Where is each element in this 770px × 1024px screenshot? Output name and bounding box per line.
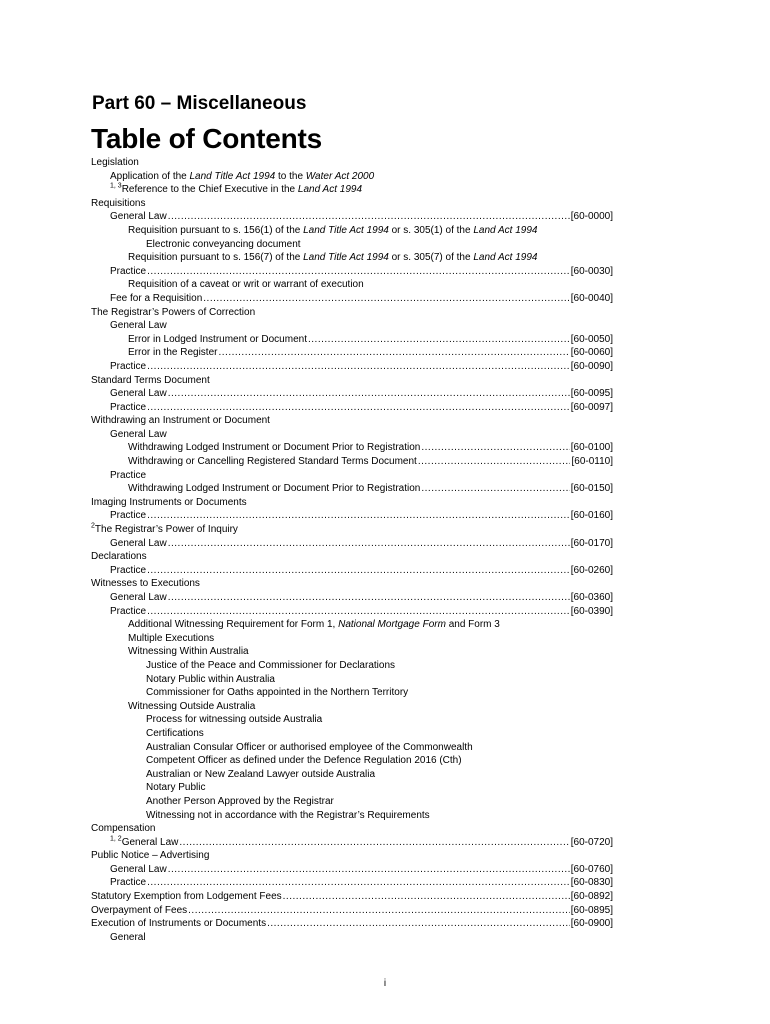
toc-entry-title [146, 659, 395, 673]
toc-entry-text: Error in Lodged Instrument or Document [128, 333, 307, 345]
toc-entry-footnote-marker: 1, 2 [110, 835, 122, 843]
toc-entry-text: Land Act 1994 [473, 224, 538, 236]
toc-entry [91, 741, 613, 755]
toc-entry-text: Land Act 1994 [297, 184, 363, 196]
toc-entry-title [91, 890, 282, 904]
toc-entry [91, 659, 613, 673]
toc-entry-text: and Form 3 [445, 619, 500, 631]
toc-entry-title [128, 346, 217, 360]
dot-leader [188, 904, 570, 918]
dot-leader [418, 455, 571, 469]
toc-entry-reference: [60-0360] [570, 592, 613, 603]
toc-entry [91, 238, 613, 252]
toc-entry-title [110, 183, 362, 197]
toc-entry-reference: [60-0100] [570, 442, 613, 454]
toc-entry [91, 809, 613, 823]
toc-entry-reference: [60-0900] [570, 918, 613, 930]
toc-entry-reference: [60-0030] [570, 265, 613, 277]
dot-leader [421, 482, 569, 496]
toc-entry-title [91, 156, 139, 170]
dot-leader [147, 265, 570, 279]
toc-entry-text: General Law [110, 592, 167, 603]
toc-entry-title [91, 306, 255, 320]
toc-entry-title [146, 754, 462, 768]
toc-entry-title [146, 727, 204, 741]
toc-entry [91, 469, 613, 483]
dot-leader [168, 210, 570, 224]
toc-entry-title [91, 550, 147, 564]
toc-entry-text: Requisition of a caveat or writ or warrant of execution [128, 279, 364, 291]
toc-entry-title [128, 278, 364, 292]
toc-entry-reference: [60-0892] [570, 891, 613, 903]
toc-entry-text: Withdrawing Lodged Instrument or Document Prior to Registration [128, 483, 421, 495]
toc-entry-text: Land Title Act 1994 [303, 252, 389, 264]
toc-entry-title [110, 537, 167, 551]
toc-entry [91, 700, 613, 714]
toc-entry-text: Another Person Approved by the Registrar [146, 795, 334, 807]
toc-entry-title [128, 333, 307, 347]
toc-entry [91, 550, 613, 564]
dot-leader [421, 441, 569, 455]
toc-entry-text: General Law [110, 320, 167, 332]
toc-entry-text: National Mortgage Form [338, 619, 446, 631]
toc-entry-text: or s. 305(7) of the [388, 252, 474, 264]
toc-entry [91, 836, 613, 850]
toc-entry [91, 482, 613, 496]
toc-entry-reference: [60-0097] [570, 401, 613, 413]
toc-entry [91, 183, 613, 197]
toc-entry [91, 890, 613, 904]
toc-entry-title [91, 904, 187, 918]
toc-entry [91, 917, 613, 931]
toc-entry [91, 686, 613, 700]
toc-entry-title [128, 632, 214, 646]
toc-entry-text: Overpayment of Fees [91, 904, 188, 916]
toc-entry [91, 781, 613, 795]
toc-entry [91, 713, 613, 727]
toc-entry-reference: [60-0390] [570, 605, 613, 617]
toc-entry [91, 374, 613, 388]
toc-entry [91, 224, 613, 238]
toc-entry-title [110, 876, 146, 890]
toc-entry-reference: [60-0260] [570, 564, 613, 576]
toc-entry-text: Practice [110, 401, 147, 413]
toc-entry-text: Public Notice – Advertising [91, 850, 210, 862]
toc-entry-reference: [60-0895] [570, 904, 613, 916]
toc-entry-title [110, 265, 146, 279]
toc-entry-title [91, 496, 247, 510]
toc-entry [91, 455, 613, 469]
dot-leader [267, 917, 570, 931]
toc-entry-text: Fee for a Requisition [110, 292, 203, 304]
toc-entry-text: Australian or New Zealand Lawyer outside Australia [146, 768, 376, 780]
dot-leader [147, 876, 570, 890]
toc-entry-text: General Law [121, 836, 179, 848]
toc-entry-reference: [60-0050] [570, 333, 613, 345]
toc-entry-text: The Registrar’s Power of Inquiry [94, 524, 238, 536]
toc-entry-reference: [60-0000] [570, 211, 613, 223]
toc-entry [91, 564, 613, 578]
toc-title: Table of Contents [91, 123, 322, 154]
toc-entry-text: Requisitions [91, 197, 146, 209]
toc-entry-reference: [60-0110] [571, 456, 613, 468]
toc-entry-text: Practice [110, 877, 147, 889]
toc-entry-title [110, 360, 146, 374]
toc-entry-text: Error in the Register [128, 347, 218, 359]
toc-entry [91, 931, 613, 945]
toc-entry-text: Practice [110, 510, 147, 522]
toc-entry-text: Witnessing not in accordance with the Registrar’s Requirements [146, 809, 430, 821]
dot-leader [168, 387, 570, 401]
toc-entry [91, 210, 613, 224]
toc-entry [91, 509, 613, 523]
dot-leader [308, 333, 570, 347]
toc-entry-reference: [60-0090] [570, 360, 613, 372]
dot-leader [147, 509, 570, 523]
toc-entry-title [128, 455, 417, 469]
toc-entry [91, 618, 613, 632]
toc-entry [91, 292, 613, 306]
toc-entry [91, 428, 613, 442]
toc-entry [91, 727, 613, 741]
toc-entry-title [110, 931, 146, 945]
toc-entry [91, 577, 613, 591]
toc-entry-text: Competent Officer as defined under the Defence Regulation 2016 (Cth) [146, 755, 462, 767]
table-of-contents [91, 156, 613, 944]
toc-entry [91, 306, 613, 320]
toc-entry-text: Water Act 2000 [305, 170, 375, 182]
toc-entry [91, 754, 613, 768]
toc-entry-reference: [60-0150] [570, 483, 613, 495]
toc-entry-title [110, 401, 146, 415]
toc-entry [91, 251, 613, 265]
toc-entry [91, 591, 613, 605]
toc-entry-text: Imaging Instruments or Documents [91, 496, 247, 508]
toc-entry-text: Declarations [91, 551, 147, 563]
toc-entry-text: Process for witnessing outside Australia [146, 714, 323, 726]
toc-entry-title [91, 577, 200, 591]
toc-entry [91, 795, 613, 809]
dot-leader [283, 890, 570, 904]
toc-entry-text: Practice [110, 265, 147, 277]
toc-entry-title [110, 170, 374, 184]
toc-entry-title [146, 673, 275, 687]
toc-entry [91, 822, 613, 836]
toc-entry-reference: [60-0830] [570, 877, 613, 889]
part-title: Part 60 – Miscellaneous [92, 93, 307, 114]
toc-entry-title [146, 686, 408, 700]
toc-entry-title [91, 822, 155, 836]
toc-entry-text: General Law [110, 428, 167, 440]
toc-entry [91, 496, 613, 510]
toc-entry-title [91, 523, 238, 537]
toc-entry-title [91, 414, 270, 428]
toc-entry-text: to the [275, 170, 306, 182]
dot-leader [168, 537, 570, 551]
toc-entry-text: Application of the [110, 170, 190, 182]
toc-entry-title [128, 224, 537, 238]
toc-entry [91, 387, 613, 401]
toc-entry-title [128, 700, 255, 714]
toc-entry-text: Additional Witnessing Requirement for Form 1, [128, 619, 339, 631]
toc-entry [91, 156, 613, 170]
toc-entry-text: Practice [110, 605, 147, 617]
toc-entry-title [146, 795, 334, 809]
toc-entry [91, 401, 613, 415]
toc-entry-title [110, 210, 167, 224]
toc-entry [91, 863, 613, 877]
toc-entry [91, 645, 613, 659]
toc-entry [91, 605, 613, 619]
toc-entry-title [110, 319, 167, 333]
toc-entry-title [146, 238, 301, 252]
toc-entry-text: Withdrawing an Instrument or Document [91, 415, 270, 427]
toc-entry-title [110, 509, 146, 523]
toc-entry-text: Withdrawing or Cancelling Registered Standard Terms Document [128, 456, 417, 468]
dot-leader [147, 401, 570, 415]
dot-leader [168, 591, 570, 605]
toc-entry-text: Requisition pursuant to s. 156(7) of the [128, 252, 304, 264]
dot-leader [147, 360, 570, 374]
toc-entry-reference: [60-0095] [570, 388, 613, 400]
toc-entry-text: General Law [110, 388, 167, 400]
toc-entry [91, 333, 613, 347]
toc-entry-reference: [60-0040] [570, 292, 613, 304]
dot-leader [147, 564, 570, 578]
toc-entry [91, 319, 613, 333]
toc-entry-text: Execution of Instruments or Documents [91, 918, 267, 930]
toc-entry-text: Reference to the Chief Executive in the [121, 184, 298, 196]
toc-entry-text: Certifications [146, 727, 204, 739]
toc-entry [91, 876, 613, 890]
toc-entry [91, 197, 613, 211]
toc-entry-text: Witnessing Outside Australia [128, 700, 256, 712]
toc-entry-reference: [60-0160] [570, 510, 613, 522]
toc-entry-title [110, 863, 167, 877]
toc-entry-text: Practice [110, 360, 147, 372]
toc-entry-title [110, 605, 146, 619]
dot-leader [218, 346, 569, 360]
toc-entry-title [146, 768, 375, 782]
toc-entry [91, 170, 613, 184]
toc-entry-title [128, 618, 500, 632]
toc-entry-text: Legislation [91, 157, 139, 168]
toc-entry-title [128, 645, 249, 659]
toc-entry-reference: [60-0060] [570, 347, 613, 359]
dot-leader [147, 605, 570, 619]
toc-entry-text: Standard Terms Document [91, 374, 210, 386]
toc-entry-title [91, 197, 145, 211]
toc-entry [91, 346, 613, 360]
toc-entry-reference: [60-0720] [570, 836, 613, 848]
toc-entry [91, 537, 613, 551]
dot-leader [179, 836, 569, 850]
toc-entry-text: General Law [110, 863, 167, 875]
toc-entry [91, 673, 613, 687]
toc-entry [91, 278, 613, 292]
toc-entry-title [110, 428, 167, 442]
dot-leader [203, 292, 569, 306]
toc-entry [91, 904, 613, 918]
toc-entry-text: General Law [110, 537, 167, 549]
toc-entry-title [110, 591, 167, 605]
page-number: i [383, 978, 387, 989]
toc-entry-title [91, 374, 210, 388]
toc-entry-title [110, 387, 167, 401]
toc-entry-text: Practice [110, 469, 147, 481]
toc-entry-title [128, 482, 420, 496]
toc-entry-text: Commissioner for Oaths appointed in the Northern Territory [146, 687, 409, 699]
toc-entry-title [110, 469, 146, 483]
toc-entry-footnote-marker: 1, 3 [110, 182, 122, 190]
toc-entry-reference: [60-0760] [570, 863, 613, 875]
toc-entry-text: Multiple Executions [128, 632, 215, 644]
toc-entry-text: Australian Consular Officer or authorised employee of the Commonwealth [146, 741, 473, 753]
toc-entry-text: Witnessing Within Australia [128, 646, 249, 658]
toc-entry-text: General [110, 931, 146, 943]
toc-entry-title [146, 809, 430, 823]
toc-entry-text: or s. 305(1) of the [388, 224, 474, 236]
toc-entry [91, 523, 613, 537]
toc-entry-title [146, 781, 205, 795]
toc-entry-title [128, 251, 537, 265]
toc-entry-title [146, 713, 322, 727]
toc-entry-title [110, 564, 146, 578]
toc-entry-text: General Law [110, 211, 167, 223]
toc-entry-text: Electronic conveyancing document [146, 238, 301, 250]
toc-entry-text: Notary Public within Australia [146, 673, 275, 685]
toc-entry-text: Withdrawing Lodged Instrument or Document Prior to Registration [128, 442, 421, 454]
toc-entry-text: Land Title Act 1994 [303, 224, 389, 236]
toc-entry-text: Notary Public [146, 782, 206, 794]
toc-entry-text: Witnesses to Executions [91, 578, 200, 590]
toc-entry-title [91, 917, 266, 931]
toc-entry [91, 360, 613, 374]
toc-entry-reference: [60-0170] [570, 537, 613, 549]
toc-entry-text: Requisition pursuant to s. 156(1) of the [128, 224, 304, 236]
toc-entry-text: Land Act 1994 [473, 252, 538, 264]
toc-entry-title [110, 836, 178, 850]
toc-entry-title [128, 441, 420, 455]
toc-entry [91, 849, 613, 863]
toc-entry-text: Justice of the Peace and Commissioner for Declarations [146, 659, 396, 671]
toc-entry-text: Land Title Act 1994 [189, 170, 276, 182]
toc-entry [91, 441, 613, 455]
toc-entry-footnote-marker: 2 [91, 522, 95, 530]
toc-entry-title [110, 292, 202, 306]
toc-entry-text: Compensation [91, 823, 156, 835]
toc-entry-text: The Registrar’s Powers of Correction [91, 306, 256, 318]
toc-entry [91, 768, 613, 782]
toc-entry-text: Statutory Exemption from Lodgement Fees [91, 891, 282, 903]
toc-entry [91, 632, 613, 646]
toc-entry-title [91, 849, 209, 863]
toc-entry-title [146, 741, 473, 755]
toc-entry [91, 265, 613, 279]
toc-entry-text: Practice [110, 564, 147, 576]
toc-entry [91, 414, 613, 428]
dot-leader [168, 863, 570, 877]
